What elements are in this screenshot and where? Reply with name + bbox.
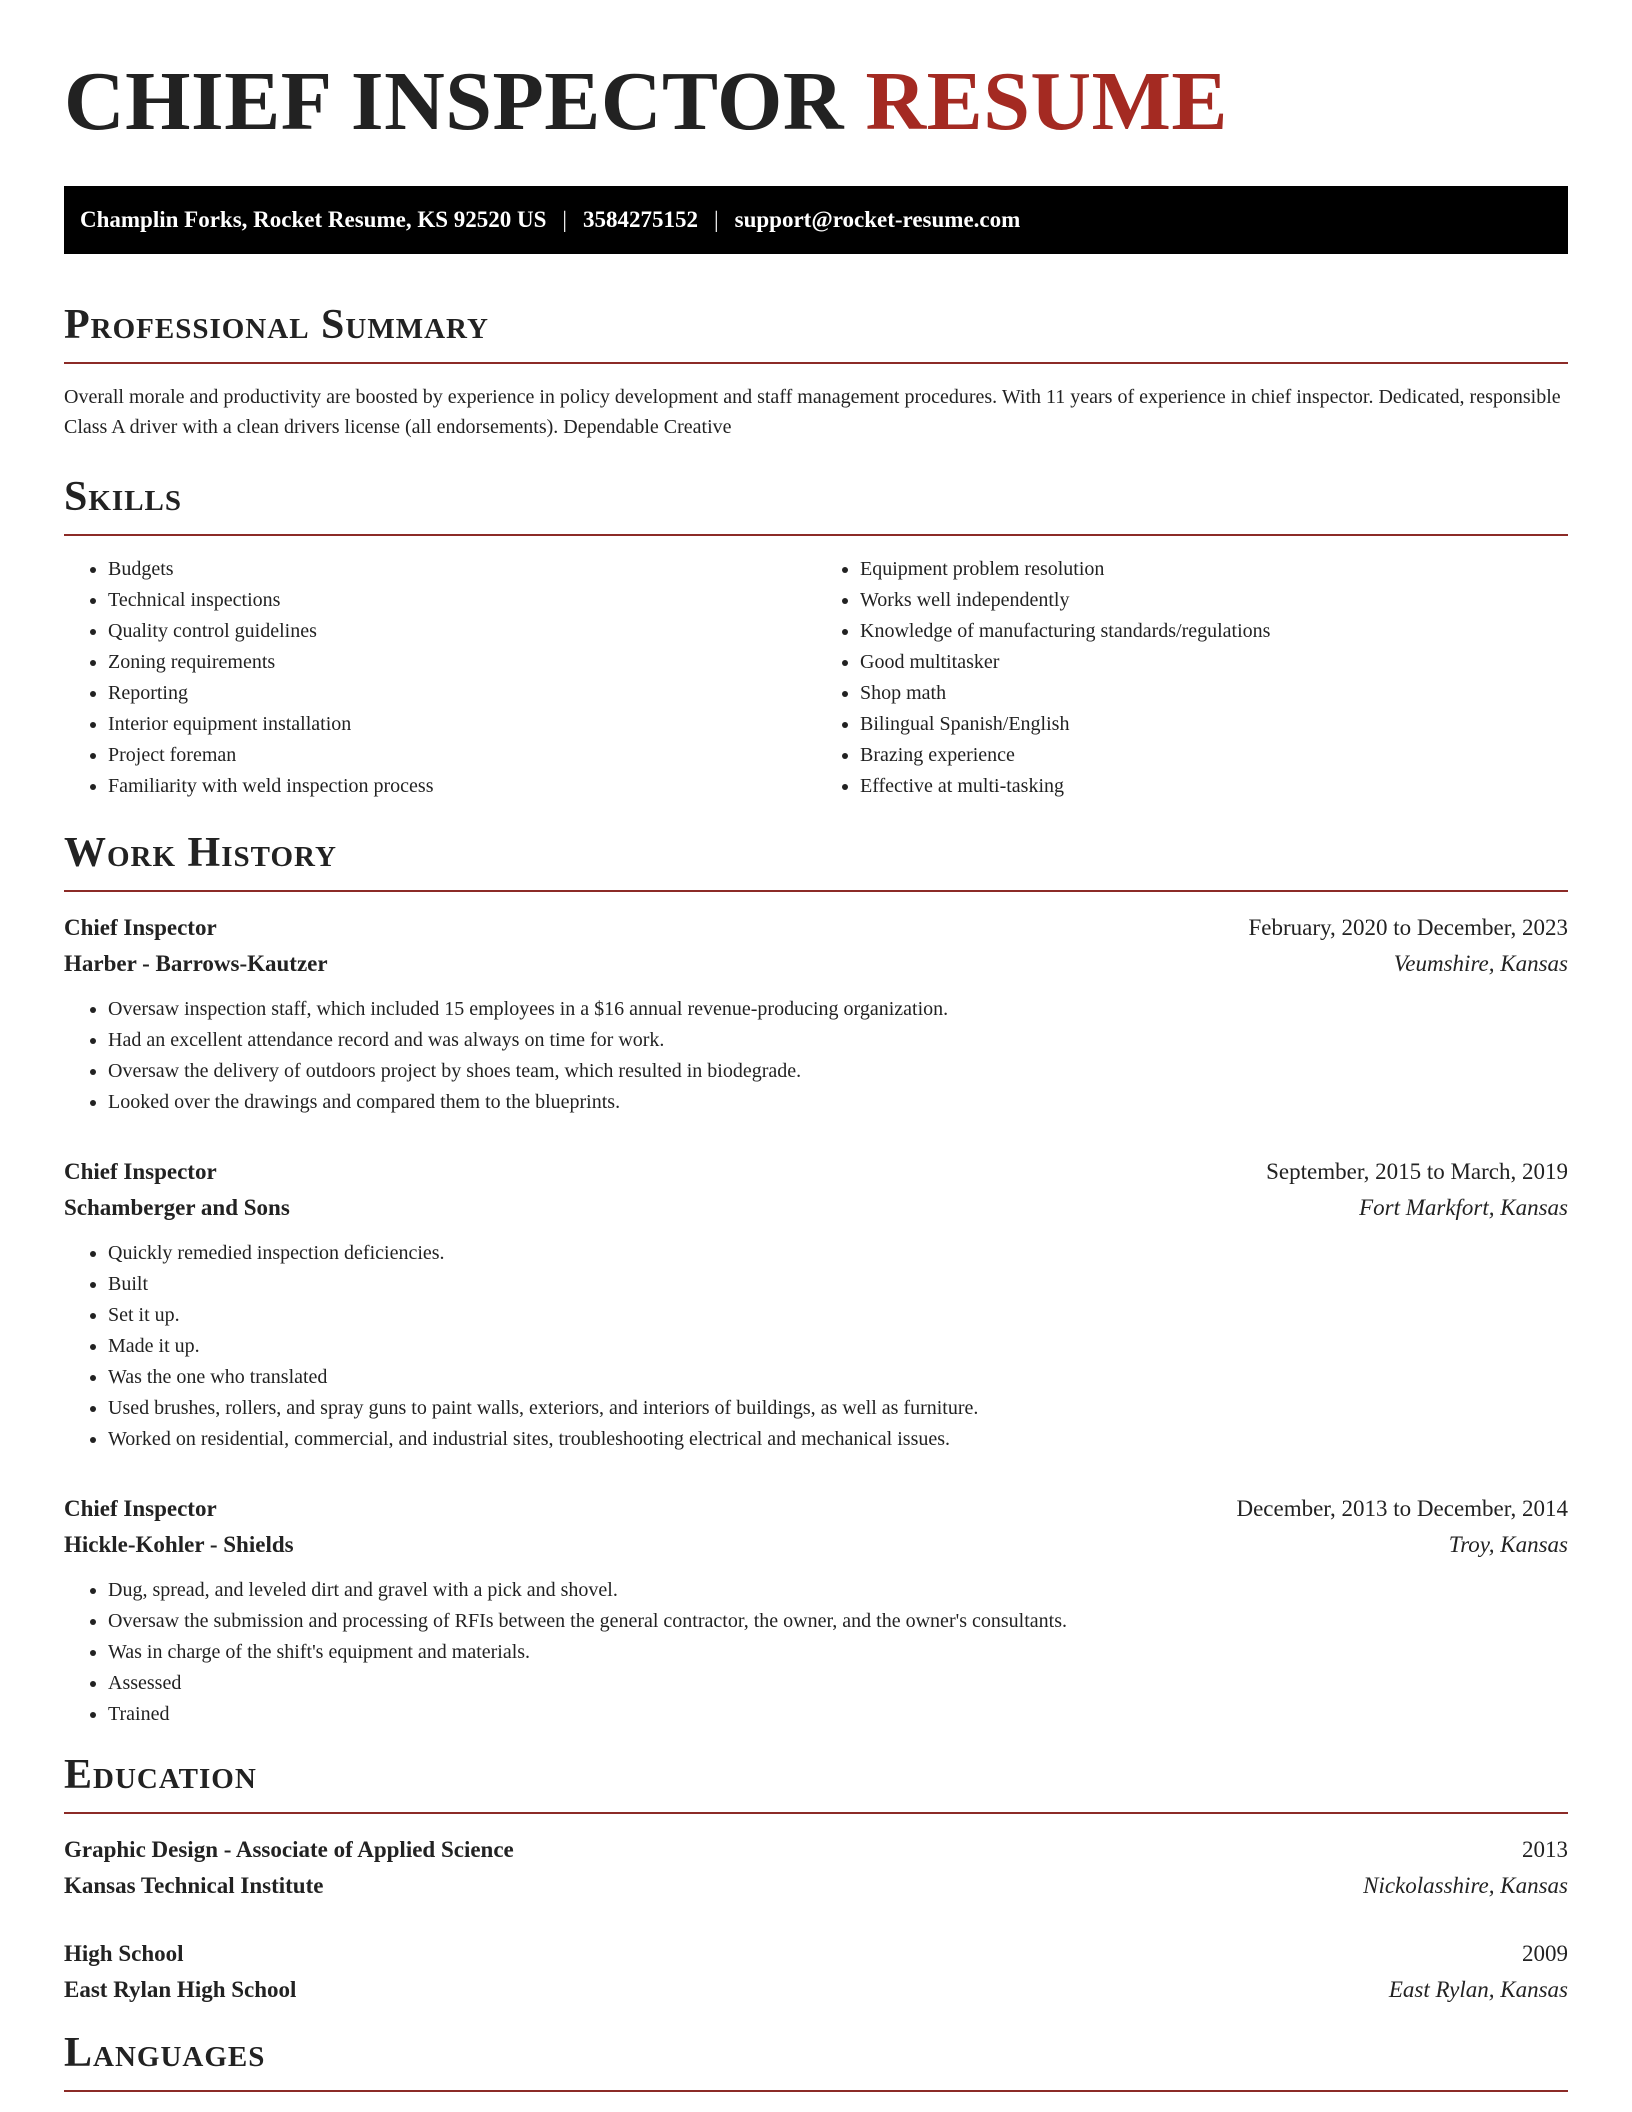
job-bullet: • Looked over the drawings and compared them to the blueprints.	[108, 1087, 1568, 1118]
skill-item: • Budgets	[108, 554, 816, 585]
job-bullet: • Was the one who translated	[108, 1362, 1568, 1393]
job-entry	[64, 910, 1568, 1118]
job-bullet: • Built	[108, 1269, 1568, 1300]
skill-item: • Brazing experience	[860, 740, 1568, 771]
skills-list-right	[816, 554, 1568, 802]
contact-email[interactable]: support@rocket-resume.com	[734, 207, 1021, 232]
section-divider	[64, 534, 1568, 536]
job-dates: February, 2020 to December, 2023	[1248, 915, 1568, 940]
job-bullet: • Made it up.	[108, 1331, 1568, 1362]
section-divider	[64, 1812, 1568, 1814]
work-history-section	[64, 828, 1568, 1730]
education-entry	[64, 1936, 1568, 2008]
job-entry	[64, 1154, 1568, 1455]
section-heading-languages: Languages	[64, 2030, 266, 2076]
title-main: CHIEF INSPECTOR	[64, 55, 844, 148]
skill-item: • Effective at multi-tasking	[860, 771, 1568, 802]
section-heading-work-history: Work History	[64, 830, 337, 876]
education-degree: High School	[64, 1941, 184, 1966]
skills-section	[64, 472, 1568, 802]
job-bullet: • Worked on residential, commercial, and industrial sites, troubleshooting electrical and mechanical issues.	[108, 1424, 1568, 1455]
job-entry	[64, 1491, 1568, 1730]
education-school-row	[64, 1972, 1568, 2008]
job-bullet: • Oversaw inspection staff, which included 15 employees in a $16 annual revenue-producing organization.	[108, 994, 1568, 1025]
job-bullet: • Used brushes, rollers, and spray guns to paint walls, exteriors, and interiors of buildings, as well as furniture.	[108, 1393, 1568, 1424]
job-bullets	[64, 1238, 1568, 1455]
contact-phone: 3584275152	[583, 207, 699, 232]
skill-item: • Equipment problem resolution	[860, 554, 1568, 585]
job-title: Chief Inspector	[64, 1496, 217, 1521]
summary-text: Overall morale and productivity are boosted by experience in policy development and staff management procedures. With 11 years of experience in chief inspector. Dedicated, responsible Class A driver with a clean drivers license (all endorsements). Dependable Creative	[64, 386, 1561, 438]
job-header-row	[64, 910, 1568, 946]
job-dates: September, 2015 to March, 2019	[1266, 1159, 1568, 1184]
education-degree-row	[64, 1832, 1568, 1868]
education-school: East Rylan High School	[64, 1977, 297, 2002]
job-bullet: • Oversaw the submission and processing of RFIs between the general contractor, the owner, and the owner's consultants.	[108, 1606, 1568, 1637]
skill-item: • Project foreman	[108, 740, 816, 771]
section-heading-summary: Professional Summary	[64, 302, 489, 348]
job-bullet: • Dug, spread, and leveled dirt and gravel with a pick and shovel.	[108, 1575, 1568, 1606]
job-bullet: • Assessed	[108, 1668, 1568, 1699]
education-school-row	[64, 1868, 1568, 1904]
education-degree: Graphic Design - Associate of Applied Science	[64, 1837, 514, 1862]
job-bullet: • Trained	[108, 1699, 1568, 1730]
job-bullets	[64, 1575, 1568, 1730]
section-heading-education: Education	[64, 1752, 257, 1798]
job-title: Chief Inspector	[64, 1159, 217, 1184]
skill-item: • Bilingual Spanish/English	[860, 709, 1568, 740]
job-company: Hickle-Kohler - Shields	[64, 1532, 294, 1557]
resume-page	[64, 0, 1568, 2092]
section-divider	[64, 2090, 1568, 2092]
education-year: 2013	[1522, 1837, 1568, 1862]
skill-item: • Good multitasker	[860, 647, 1568, 678]
job-company-row	[64, 1190, 1568, 1226]
job-company-row	[64, 1527, 1568, 1563]
job-company-row	[64, 946, 1568, 982]
contact-address: Champlin Forks, Rocket Resume, KS 92520 US	[80, 207, 547, 232]
contact-separator: |	[714, 207, 719, 232]
job-header-row	[64, 1491, 1568, 1527]
skill-item: • Reporting	[108, 678, 816, 709]
job-dates: December, 2013 to December, 2014	[1236, 1496, 1568, 1521]
skill-item: • Quality control guidelines	[108, 616, 816, 647]
job-bullet: • Quickly remedied inspection deficiencies.	[108, 1238, 1568, 1269]
education-year: 2009	[1522, 1941, 1568, 1966]
resume-title	[64, 56, 1568, 148]
job-location: Veumshire, Kansas	[1393, 951, 1568, 976]
title-accent: RESUME	[865, 55, 1228, 148]
section-divider	[64, 362, 1568, 364]
job-bullets	[64, 994, 1568, 1118]
job-location: Fort Markfort, Kansas	[1359, 1195, 1568, 1220]
skills-grid	[64, 554, 1568, 802]
skill-item: • Zoning requirements	[108, 647, 816, 678]
education-degree-row	[64, 1936, 1568, 1972]
skill-item: • Shop math	[860, 678, 1568, 709]
education-section	[64, 1750, 1568, 2008]
education-school: Kansas Technical Institute	[64, 1873, 324, 1898]
contact-separator: |	[562, 207, 568, 232]
education-entry	[64, 1832, 1568, 1904]
education-location: East Rylan, Kansas	[1388, 1977, 1568, 2002]
skill-item: • Familiarity with weld inspection process	[108, 771, 816, 802]
skill-item: • Works well independently	[860, 585, 1568, 616]
job-bullet: • Set it up.	[108, 1300, 1568, 1331]
skill-item: • Knowledge of manufacturing standards/regulations	[860, 616, 1568, 647]
job-company: Harber - Barrows-Kautzer	[64, 951, 328, 976]
skill-item: • Technical inspections	[108, 585, 816, 616]
contact-bar	[64, 186, 1568, 254]
job-location: Troy, Kansas	[1448, 1532, 1568, 1557]
job-bullet: • Had an excellent attendance record and was always on time for work.	[108, 1025, 1568, 1056]
languages-section	[64, 2028, 1568, 2092]
section-divider	[64, 890, 1568, 892]
skill-item: • Interior equipment installation	[108, 709, 816, 740]
job-bullet: • Oversaw the delivery of outdoors project by shoes team, which resulted in biodegrade.	[108, 1056, 1568, 1087]
education-location: Nickolasshire, Kansas	[1363, 1873, 1568, 1898]
job-company: Schamberger and Sons	[64, 1195, 290, 1220]
skills-list-left	[64, 554, 816, 802]
job-bullet: • Was in charge of the shift's equipment and materials.	[108, 1637, 1568, 1668]
job-header-row	[64, 1154, 1568, 1190]
summary-section	[64, 300, 1568, 442]
job-title: Chief Inspector	[64, 915, 217, 940]
section-heading-skills: Skills	[64, 474, 183, 520]
